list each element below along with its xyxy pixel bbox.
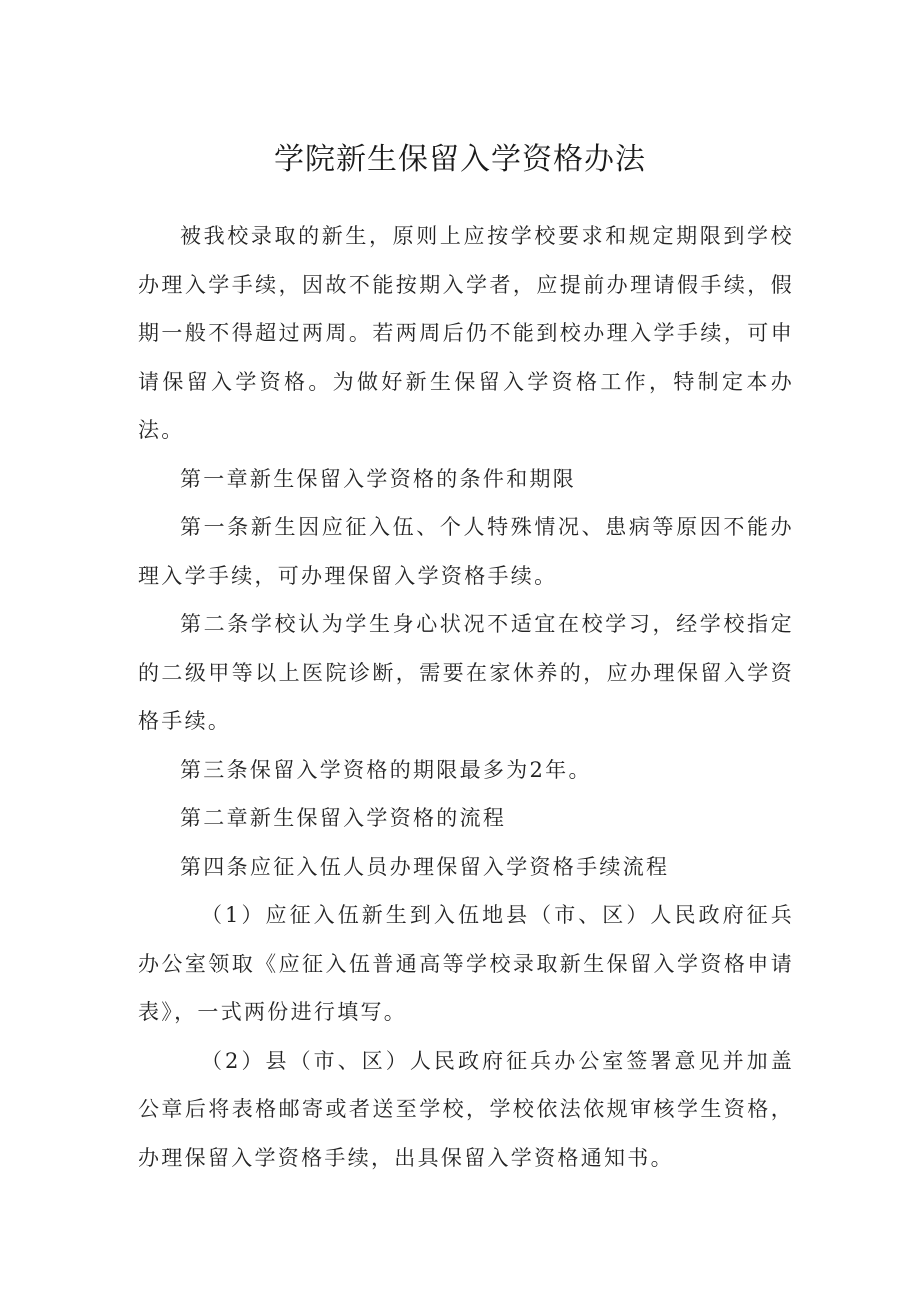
article-3: 第三条保留入学资格的期限最多为2年。 bbox=[180, 757, 592, 782]
article-4-item-2: （2）县（市、区）人民政府征兵办公室签署意见并加盖公章后将表格邮寄或者送至学校，学校依法依规审核学生资格，办理保留入学资格手续，出具保留入学资格通知书。 bbox=[138, 1048, 794, 1170]
chapter-1-heading: 第一章新生保留入学资格的条件和期限 bbox=[180, 466, 577, 491]
paragraph-intro: 被我校录取的新生，原则上应按学校要求和规定期限到学校办理入学手续，因故不能按期入学者，应提前办理请假手续，假期一般不得超过两周。若两周后仍不能到校办理入学手续，可申请保留入学资格。为做好新生保留入学资格工作，特制定本办法。 bbox=[138, 224, 794, 442]
article-2: 第二条学校认为学生身心状况不适宜在校学习，经学校指定的二级甲等以上医院诊断，需要在家休养的，应办理保留入学资格手续。 bbox=[138, 612, 794, 733]
article-1: 第一条新生因应征入伍、个人特殊情况、患病等原因不能办理入学手续，可办理保留入学资格手续。 bbox=[138, 515, 794, 588]
article-4-item-1: （1）应征入伍新生到入伍地县（市、区）人民政府征兵办公室领取《应征入伍普通高等学校录取新生保留入学资格申请表》，一式两份进行填写。 bbox=[138, 903, 794, 1024]
document-title: 学院新生保留入学资格办法 bbox=[274, 142, 646, 177]
chapter-2-heading: 第二章新生保留入学资格的流程 bbox=[180, 806, 507, 830]
document-body bbox=[138, 212, 794, 1182]
article-4: 第四条应征入伍人员办理保留入学资格手续流程 bbox=[180, 854, 670, 879]
